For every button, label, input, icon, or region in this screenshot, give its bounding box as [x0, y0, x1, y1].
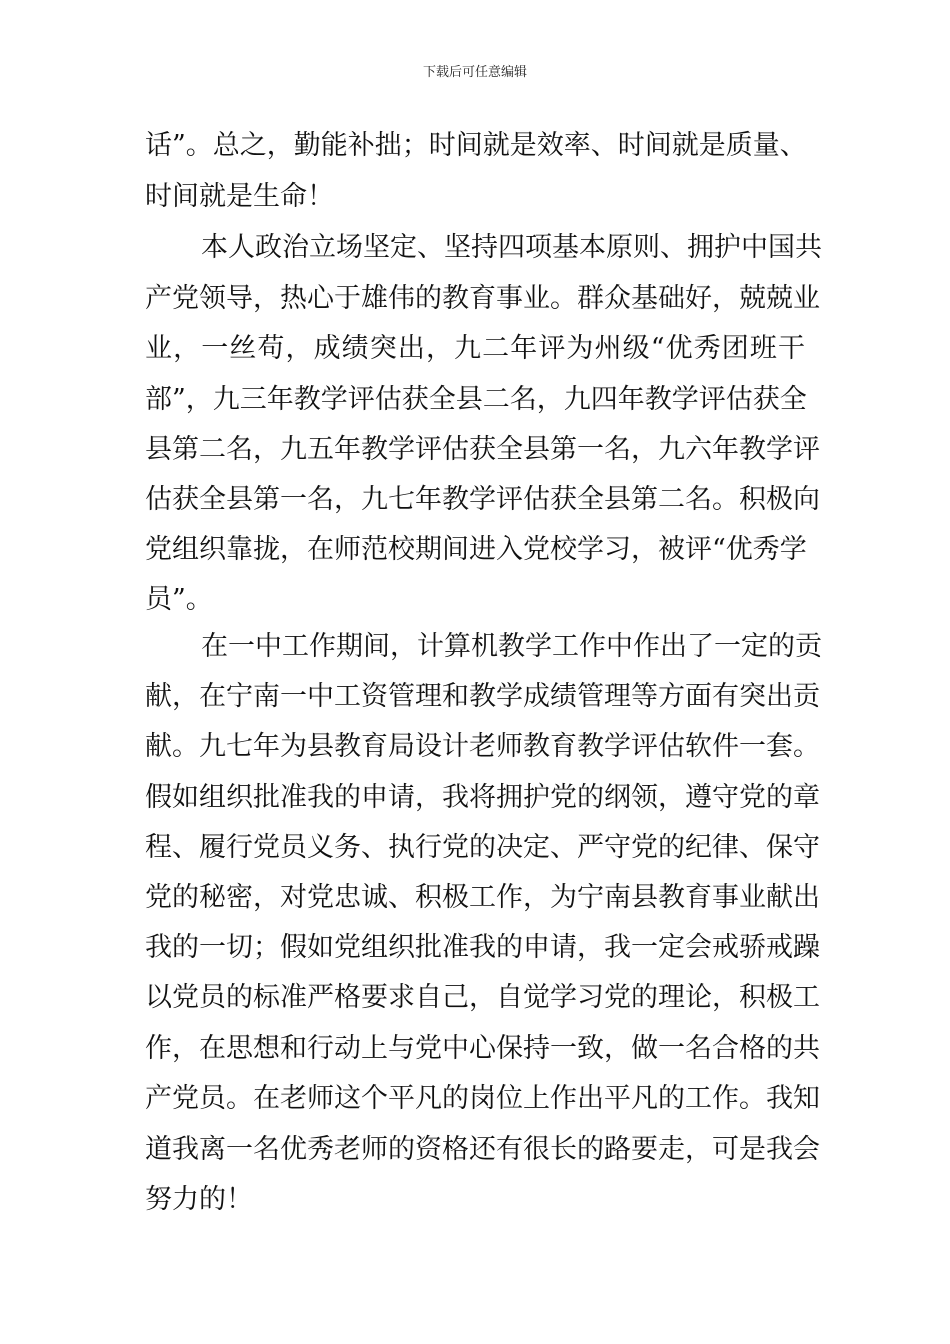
body-line: 估获全县第一名，九七年教学评估获全县第二名。积极向: [145, 484, 820, 515]
body-line: 程、履行党员义务、执行党的决定、严守党的纪律、保守: [145, 832, 820, 863]
body-line: 我的一切；假如党组织批准我的申请，我一定会戒骄戒躁: [145, 932, 820, 963]
body-line: 产党员。在老师这个平凡的岗位上作出平凡的工作。我知: [145, 1083, 820, 1114]
body-line: 部”，九三年教学评估获全县二名，九四年教学评估获全: [145, 384, 807, 415]
body-line: 以党员的标准严格要求自己，自觉学习党的理论，积极工: [145, 982, 820, 1013]
body-line: 献，在宁南一中工资管理和教学成绩管理等方面有突出贡: [145, 681, 820, 712]
body-line: 道我离一名优秀老师的资格还有很长的路要走，可是我会: [145, 1134, 820, 1165]
body-line: 时间就是生命！: [145, 181, 334, 212]
body-line: 话”。总之，勤能补拙；时间就是效率、时间就是质量、: [145, 130, 807, 161]
body-line: 本人政治立场坚定、坚持四项基本原则、拥护中国共: [201, 232, 822, 263]
body-line: 县第二名，九五年教学评估获全县第一名，九六年教学评: [145, 434, 820, 465]
body-line: 献。九七年为县教育局设计老师教育教学评估软件一套。: [145, 731, 820, 762]
body-line: 党的秘密，对党忠诚、积极工作，为宁南县教育事业献出: [145, 882, 820, 913]
body-line: 作，在思想和行动上与党中心保持一致，做一名合格的共: [145, 1033, 820, 1064]
body-line: 产党领导，热心于雄伟的教育事业。群众基础好，兢兢业: [145, 283, 820, 314]
body-line: 在一中工作期间，计算机教学工作中作出了一定的贡: [201, 631, 822, 662]
page-header: 下载后可任意编辑: [422, 65, 527, 80]
body-line: 党组织靠拢，在师范校期间进入党校学习，被评“优秀学: [145, 534, 807, 565]
body-line: 业，一丝苟，成绩突出，九二年评为州级“优秀团班干: [145, 333, 805, 364]
body-line: 努力的！: [145, 1184, 253, 1215]
body-line: 员”。: [145, 584, 213, 615]
body-line: 假如组织批准我的申请，我将拥护党的纲领，遵守党的章: [145, 782, 820, 813]
